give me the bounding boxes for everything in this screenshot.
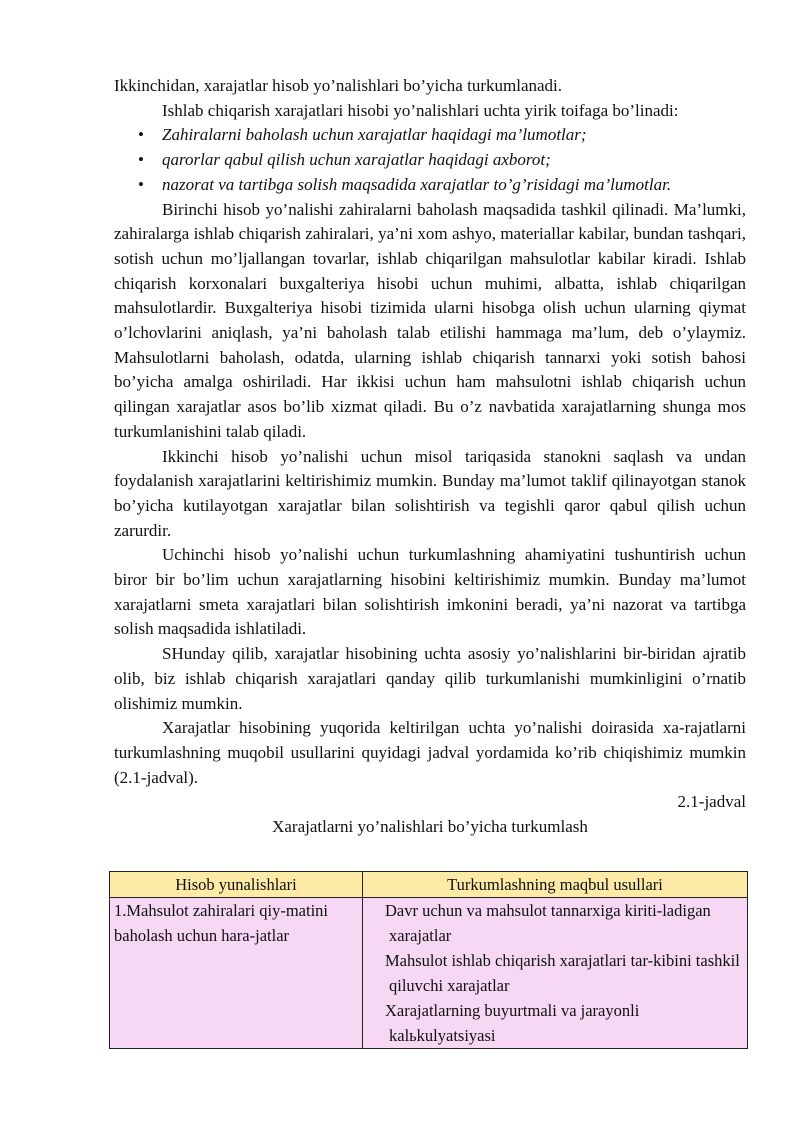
bullet-item: • qarorlar qabul qilish uchun xarajatlar haqidagi axborot;: [138, 148, 746, 173]
paragraph-intro: Ikkinchidan, xarajatlar hisob yo’nalishlari bo’yicha turkumlanadi.: [114, 76, 563, 95]
list-item: Xarajatlarning buyurtmali va jarayonli kalьkulyatsiyasi: [385, 1001, 640, 1045]
bullet-dot-icon: •: [138, 150, 144, 170]
bullet-dot-icon: •: [138, 174, 144, 194]
table-label: 2.1-jadval: [677, 792, 746, 812]
table-row: [110, 898, 748, 1049]
paragraph-conclusion: SHunday qilib, xarajatlar hisobining uchta asosiy yo’nalishlarini bir-biridan ajratib olib, biz ishlab chiqarish xarajatlari qanday qilib turkumlanishi mumkinligini o’rnatib olishimiz mumkin.: [114, 644, 746, 713]
bullet-item: • nazorat va tartibga solish maqsadida xarajatlar to’g’risidagi ma’lumotlar.: [138, 173, 746, 198]
list-item: Davr uchun va mahsulot tannarxiga kiriti-ladigan xarajatlar: [385, 901, 711, 945]
table-header-directions: Hisob yunalishlari: [110, 872, 363, 898]
table-caption: Xarajatlarni yo’nalishlari bo’yicha turkumlash: [272, 817, 588, 837]
table-cell-direction: 1.Mahsulot zahiralari qiy-matini baholash uchun hara-jatlar: [110, 898, 363, 1049]
table-header-methods: Turkumlashning maqbul usullari: [363, 872, 748, 898]
paragraph-categories: Ishlab chiqarish xarajatlari hisobi yo’nalishlari uchta yirik toifaga bo’linadi:: [162, 100, 679, 120]
document-body: [114, 74, 746, 840]
bullet-dot-icon: •: [138, 125, 144, 145]
table-header-row: [110, 872, 748, 898]
table-cell-methods: [363, 898, 748, 1049]
paragraph-second-direction: Ikkinchi hisob yo’nalishi uchun misol tariqasida stanokni saqlash va undan foydalanish xarajatlarini keltirishimiz mumkin. Bunday ma’lumot taklif qilinayotgan stanok bo’yicha kutilayotgan xarajatlar bilan solishtirish va tegishli qaror qabul qilish uchun zarurdir.: [114, 446, 746, 540]
classification-table: [109, 871, 748, 1049]
list-item: Mahsulot ishlab chiqarish xarajatlari tar-kibini tashkil qiluvchi xarajatlar: [385, 951, 740, 995]
bullet-item: • Zahiralarni baholash uchun xarajatlar haqidagi ma’lumotlar;: [138, 123, 746, 148]
paragraph-table-intro: Xarajatlar hisobining yuqorida keltirilgan uchta yo’nalishi doirasida xa-rajatlarni turkumlashning muqobil usullarini quyidagi jadval yordamida ko’rib chiqishimiz mumkin (2.1-jadval).: [114, 718, 746, 787]
bullet-list: [114, 123, 746, 197]
paragraph-third-direction: Uchinchi hisob yo’nalishi uchun turkumlashning ahamiyatini tushuntirish uchun biror bir bo’lim uchun xarajatlarning hisobini keltirishimiz mumkin. Bunday ma’lumot xarajatlarni smeta xarajatlari bilan solishtirish imkonini beradi, ya’ni nazorat va tartibga solish maqsadida ishlatiladi.: [114, 545, 746, 639]
paragraph-first-direction: Birinchi hisob yo’nalishi zahiralarni baholash maqsadida tashkil qilinadi. Ma’lumki, zahiralarga ishlab chiqarish zahiralari, ya’ni xom ashyo, materiallar kabilar, bundan tashqari, sotish uchun mo’ljallangan tovarlar, ishlab chiqarilgan mahsulotlar kabilar kiradi. Ishlab chiqarish korxonalari buxgalteriya hisobi uchun muhimi, albatta, ishlab chiqarilgan mahsulotlardir. Buxgalteriya hisobi tizimida ularni hisobga olish uchun ularning qiymat o’lchovlarini aniqlash, ya’ni baholash talab etilishi hammaga ma’lum, deb o’ylaymiz. Mahsulotlarni baholash, odatda, ularning ishlab chiqarish tannarxi yoki sotish bahosi bo’yicha amalga oshiriladi. Har ikkisi uchun ham mahsulotni ishlab chiqarish uchun qilingan xarajatlar asos bo’lib xizmat qiladi. Bu o’z navbatida xarajatlarning shunga mos turkumlanishini talab qiladi.: [114, 199, 746, 441]
